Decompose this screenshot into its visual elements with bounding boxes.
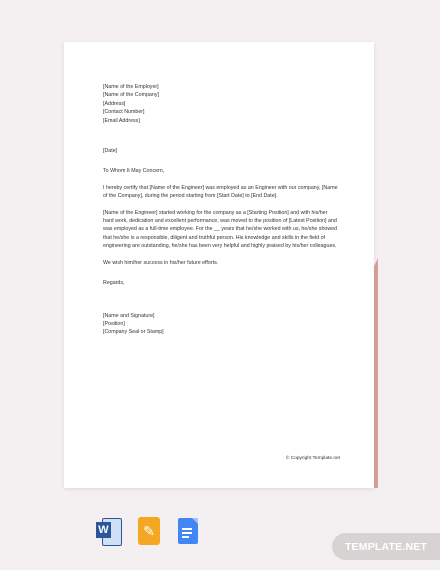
google-docs-icon[interactable] [178,518,198,544]
signature-seal: [Company Seal or Stamp] [103,329,164,336]
paragraph-employment: [Name of the Engineer] started working for the company as a [Starting Position] and with his/her hard work, dedication and excellent performance, was moved to the position of [Latest Position] and was employed as a full-time employee. For the __ years that he/she worked with us, he/she showed that he/she is a responsible, diligent and truthful person. His knowledge and skills in the field of engineering are outstanding, he/she has been very helpful and highly praised by his/her colleagues. [103,209,338,250]
signature-block [103,312,339,337]
email-address: [Email Address] [103,117,140,124]
pages-icon[interactable]: ✎ [138,517,160,545]
signature-position: [Position] [103,320,125,327]
paragraph-wishes: We wish him/her success in his/her future efforts. [103,259,219,266]
contact-number: [Contact Number] [103,109,145,116]
paragraph-certification: I hereby certify that [Name of the Engineer] was employed as an Engineer with our company, [Name of the Company], during the period starting from [Start Date] to [End Date]. [103,184,338,200]
template-net-badge[interactable]: TEMPLATE.NET [332,533,440,560]
salutation: To Whom It May Concern, [103,168,165,175]
word-icon[interactable] [96,516,120,546]
letter-date: [Date] [103,148,118,155]
employer-block [103,83,339,125]
format-icons [96,515,198,547]
copyright-notice: © Copyright Template.net [285,456,340,461]
employer-name: [Name of the Employer] [103,84,159,90]
word-letter: W [96,522,111,538]
letter-body [103,83,339,345]
address: [Address] [103,100,126,107]
company-name: [Name of the Company] [103,92,159,99]
letter-document [64,42,374,488]
signature-name: [Name and Signature] [103,312,155,319]
closing: Regards, [103,280,125,287]
